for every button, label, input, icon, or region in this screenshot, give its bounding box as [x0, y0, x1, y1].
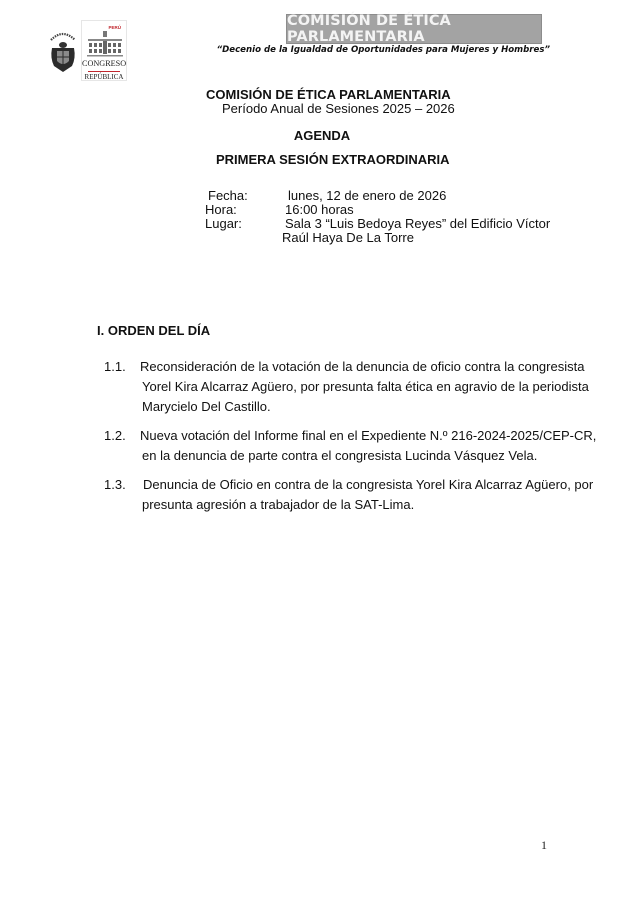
item-number: 1.2.: [104, 428, 126, 443]
orden-del-dia-heading: I. ORDEN DEL DÍA: [97, 323, 211, 338]
lugar-value-line2: Raúl Haya De La Torre: [282, 230, 414, 245]
session-heading: PRIMERA SESIÓN EXTRAORDINARIA: [216, 152, 450, 167]
agenda-heading: AGENDA: [293, 128, 351, 143]
committee-banner: COMISIÓN DE ÉTICA PARLAMENTARIA: [286, 14, 542, 44]
committee-title: COMISIÓN DE ÉTICA PARLAMENTARIA: [206, 87, 451, 102]
congreso-logo: [81, 20, 127, 81]
item-text-line: Nueva votación del Informe final en el Expediente N.º 216-2024-2025/CEP-CR,: [140, 428, 597, 443]
item-text-line: Denuncia de Oficio en contra de la congresista Yorel Kira Alcarraz Agüero, por: [143, 477, 594, 492]
congreso-logo-rule: [88, 71, 120, 72]
decade-tagline: “Decenio de la Igualdad de Oportunidades para Mujeres y Hombres”: [216, 45, 550, 55]
escudo-nacional-icon: [48, 28, 78, 76]
page-number: 1: [541, 838, 547, 852]
congreso-logo-peru: PERÚ: [108, 25, 121, 30]
item-text-line: Marycielo Del Castillo.: [142, 399, 271, 414]
palace-icon: [86, 29, 124, 57]
lugar-value-line1: Sala 3 “Luis Bedoya Reyes” del Edificio Víctor: [285, 216, 551, 231]
item-number: 1.1.: [104, 359, 126, 374]
item-text-line: Reconsideración de la votación de la denuncia de oficio contra la congresista: [140, 359, 585, 374]
session-period: Período Anual de Sesiones 2025 – 2026: [222, 101, 455, 116]
fecha-label: Fecha:: [208, 188, 248, 203]
hora-label: Hora:: [205, 202, 237, 217]
item-text-line: Yorel Kira Alcarraz Agüero, por presunta falta ética en agravio de la periodista: [142, 379, 589, 394]
fecha-value: lunes, 12 de enero de 2026: [288, 188, 447, 203]
congreso-logo-line2: REPÚBLICA: [84, 73, 124, 81]
item-number: 1.3.: [104, 477, 126, 492]
hora-value: 16:00 horas: [285, 202, 354, 217]
lugar-label: Lugar:: [205, 216, 242, 231]
item-text-line: presunta agresión a trabajador de la SAT-Lima.: [142, 497, 415, 512]
item-text-line: en la denuncia de parte contra el congresista Lucinda Vásquez Vela.: [142, 448, 538, 463]
congreso-logo-line1: CONGRESO: [82, 59, 127, 68]
